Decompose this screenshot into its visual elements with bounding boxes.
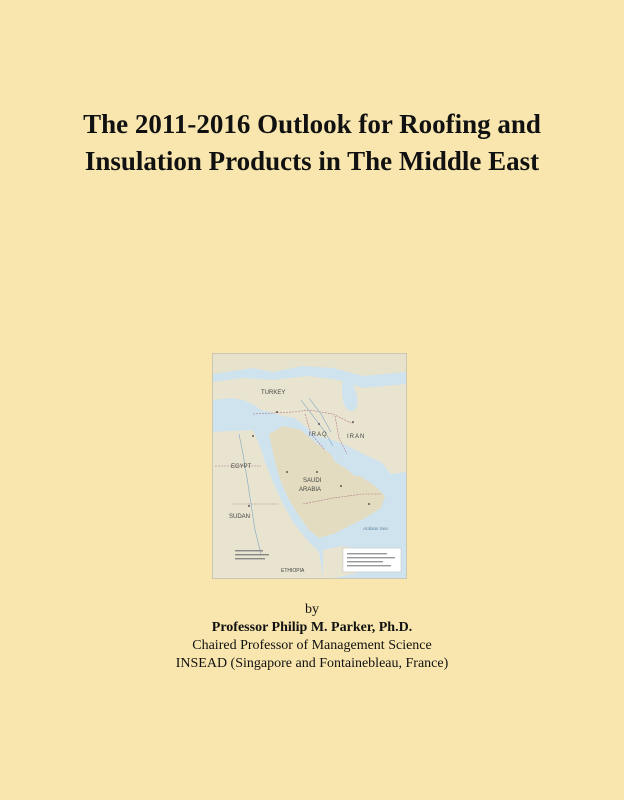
map-label-iraq: IRAQ [309,432,328,438]
map-label-iran: IRAN [347,434,366,440]
author-name: Professor Philip M. Parker, Ph.D. [211,620,413,635]
title-line-2: Insulation Products in The Middle East [84,146,540,176]
map-graphic [213,354,406,578]
author-byline [20,601,604,673]
map-label-arabian-sea: Arabian Sea [363,526,388,531]
author-position: Chaired Professor of Management Science [192,638,432,653]
book-title [20,106,604,180]
map-label-arabia: ARABIA [299,487,322,493]
by-label: by [305,602,319,617]
map-label-sudan: SUDAN [229,514,251,520]
map-legend-box [343,548,401,572]
map-label-saudi: SAUDI [303,478,322,484]
map-label-turkey: TURKEY [261,390,286,396]
author-institution: INSEAD (Singapore and Fontainebleau, France) [175,656,449,671]
map-label-ethiopia: ETHIOPIA [281,568,305,574]
title-line-1: The 2011-2016 Outlook for Roofing and [83,109,541,139]
map-label-egypt: EGYPT [231,464,252,470]
middle-east-map [213,354,406,578]
